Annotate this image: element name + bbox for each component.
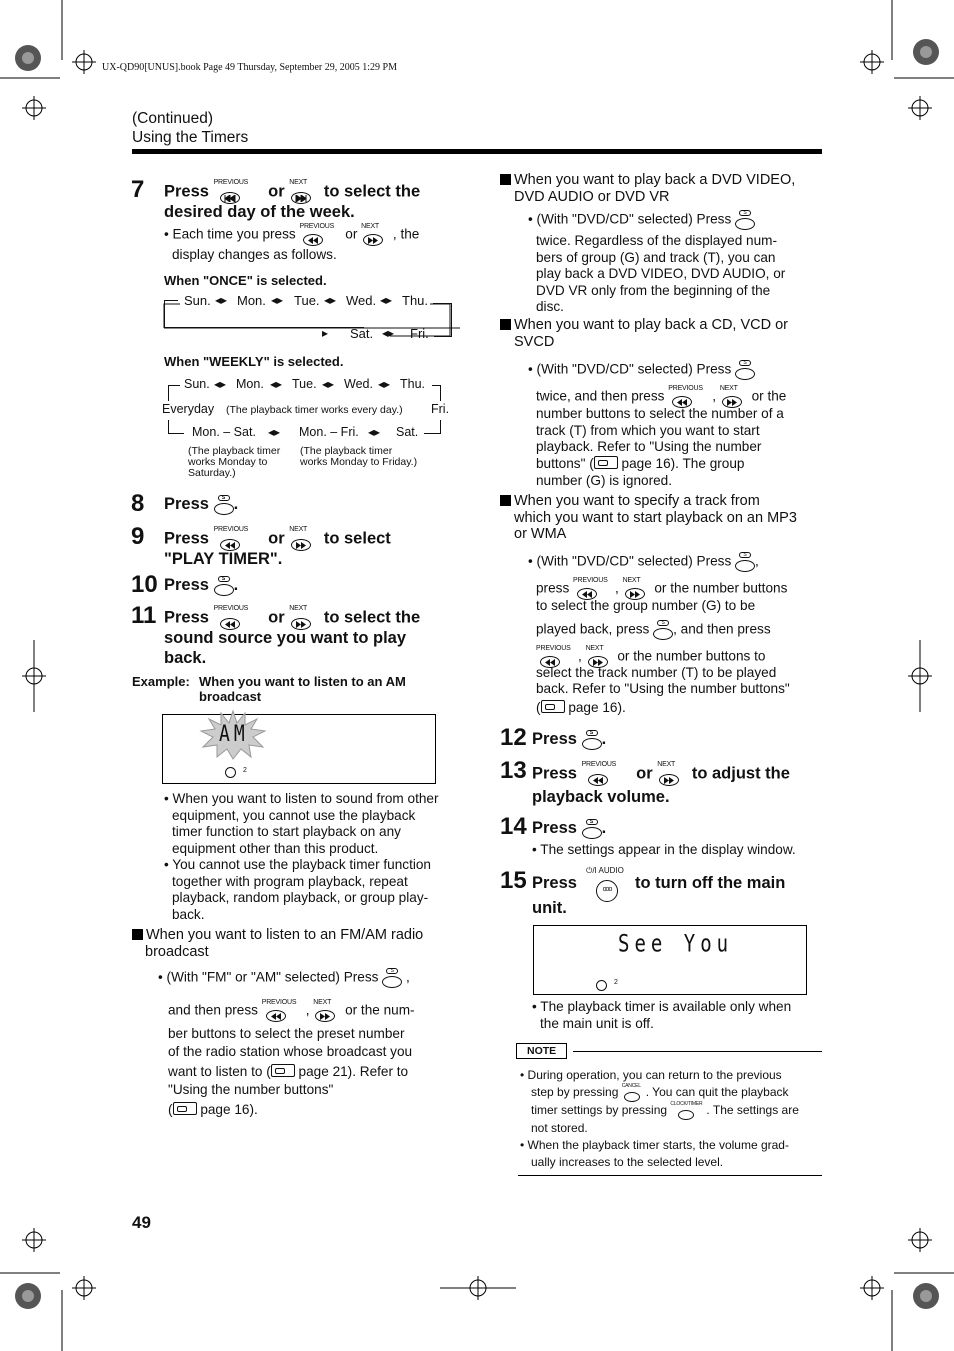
mp3-line8: ( page 16).	[536, 700, 626, 715]
previous-button-icon: PREVIOUS	[536, 646, 578, 668]
clock-timer-button-icon: CLOCK/TIMER	[670, 1102, 706, 1120]
step-7-bullet-line1: • Each time you press PREVIOUS or NEXT , the	[164, 224, 419, 246]
step-13-number: 13	[500, 757, 527, 784]
example-line1: When you want to listen to an AM	[199, 674, 406, 689]
step-7-line1: Press PREVIOUS or NEXT to select the	[164, 180, 420, 204]
set-button-icon: S	[653, 620, 673, 640]
section-title: Using the Timers	[132, 129, 249, 146]
example-label: Example:	[132, 674, 190, 689]
file-header: UX-QD90[UNUS].book Page 49 Thursday, September 29, 2005 1:29 PM	[102, 62, 397, 73]
step-10-text: Press S .	[164, 575, 239, 594]
weekly-day-mon: Mon.	[236, 377, 264, 391]
weekly-everyday: Everyday	[162, 402, 215, 416]
step-8-number: 8	[131, 490, 145, 517]
page-number: 49	[132, 1213, 151, 1232]
fm-line6: "Using the number buttons"	[168, 1082, 334, 1097]
display-window-see-you	[533, 925, 807, 995]
previous-button-icon: PREVIOUS	[299, 224, 341, 246]
once-day-mon: Mon.	[237, 293, 266, 308]
step-11-number: 11	[131, 602, 157, 629]
previous-button-icon: PREVIOUS	[573, 578, 615, 600]
left-bullets: • When you want to listen to sound from other equipment, you cannot use the playback timer function to start playback on any equipment other than this product. • You cannot use the playback timer function together with program playback, repeat playback, random playback, or group play- back.	[164, 791, 439, 922]
weekly-day-tue: Tue.	[292, 377, 317, 391]
note-rule-top	[573, 1051, 822, 1052]
previous-button-icon: PREVIOUS	[214, 527, 264, 551]
cancel-button-icon: CANCEL	[622, 1084, 646, 1102]
set-button-icon: S	[735, 360, 755, 380]
weekly-heading: When "WEEKLY" is selected.	[164, 354, 344, 369]
display-clock-number: 2	[243, 767, 247, 774]
step-12-text: Press S .	[532, 729, 607, 748]
note-label: NOTE	[516, 1043, 567, 1059]
mp3-line5: PREVIOUS , NEXT or the number buttons to	[536, 646, 765, 668]
weekly-everyday-note: (The playback timer works every day.)	[226, 404, 403, 416]
weekly-day-fri: Fri.	[431, 402, 450, 416]
step-10-number: 10	[131, 571, 158, 598]
step-14-bullet: • The settings appear in the display window.	[532, 842, 796, 857]
page-reference-icon	[173, 1102, 197, 1115]
cd-heading: When you want to play back a CD, VCD or SVCD	[500, 317, 788, 350]
fm-line3: ber buttons to select the preset number	[168, 1026, 405, 1041]
next-button-icon: NEXT	[361, 224, 389, 246]
step-15-bullet1: • The playback timer is available only when	[532, 999, 792, 1014]
next-button-icon: NEXT	[313, 1000, 341, 1022]
cd-line2: twice, and then press PREVIOUS , NEXT or the	[536, 386, 786, 408]
set-button-icon: S	[735, 552, 755, 572]
step-15-line1: to turn off the main	[635, 874, 786, 892]
set-button-icon: S	[582, 730, 602, 750]
fm-heading: When you want to listen to an FM/AM radio broadcast	[132, 927, 423, 961]
fm-line7: ( page 16).	[168, 1102, 258, 1117]
set-button-icon: S	[214, 576, 234, 596]
previous-button-icon: PREVIOUS	[262, 1000, 306, 1022]
step-13-line1: Press PREVIOUS or NEXT to adjust the	[532, 762, 790, 786]
section-continued: (Continued)	[132, 110, 213, 127]
set-button-icon: S	[382, 968, 402, 988]
weekly-day-sat: Sat.	[396, 425, 419, 439]
example-line2: broadcast	[199, 689, 262, 704]
dvd-line1: • (With "DVD/CD" selected) Press S	[528, 210, 755, 230]
fm-line2: and then press PREVIOUS , NEXT or the num-	[168, 1000, 415, 1022]
dvd-lines: twice. Regardless of the displayed num- bers of group (G) and track (T), you can play back a DVD VIDEO, DVD AUDIO, or DVD VR only from the beginning of the disc.	[536, 233, 786, 314]
mp3-line4: played back, press S , and then press	[536, 620, 771, 640]
step-12-number: 12	[500, 724, 527, 751]
page-reference-icon	[541, 700, 565, 713]
display-text-am: AM	[219, 721, 249, 748]
step-15-line2: unit.	[532, 899, 567, 917]
next-button-icon: NEXT	[623, 578, 651, 600]
fm-line5: want to listen to ( page 21). Refer to	[168, 1064, 409, 1079]
step-8-text: Press S .	[164, 494, 239, 513]
previous-button-icon: PREVIOUS	[214, 180, 264, 204]
mp3-line2: press PREVIOUS , NEXT or the number buttons	[536, 578, 787, 600]
cd-line7: number (G) is ignored.	[536, 473, 672, 488]
weekly-mon-sat: Mon. – Sat.	[192, 425, 256, 439]
mp3-line7: back. Refer to "Using the number buttons"	[536, 681, 790, 696]
step-7-line2: desired day of the week.	[164, 203, 355, 221]
next-button-icon: NEXT	[289, 527, 319, 551]
previous-button-icon: PREVIOUS	[582, 762, 632, 786]
step-9-number: 9	[131, 523, 145, 550]
next-button-icon: NEXT	[289, 606, 319, 630]
once-day-fri: Fri.	[410, 326, 429, 341]
step-7-bullet-line2: display changes as follows.	[172, 247, 337, 262]
once-heading: When "ONCE" is selected.	[164, 273, 327, 288]
weekly-mon-sat-note: (The playback timer works Monday to Saturday.)	[188, 445, 281, 479]
step-15-number: 15	[500, 867, 527, 894]
cd-line1: • (With "DVD/CD" selected) Press S	[528, 360, 755, 380]
weekly-mon-fri: Mon. – Fri.	[299, 425, 359, 439]
step-7-number: 7	[131, 176, 145, 203]
cd-lines: number buttons to select the number of a track (T) from which you want to start playback. Refer to "Using the number	[536, 406, 784, 454]
step-11-line1: Press PREVIOUS or NEXT to select the	[164, 606, 420, 630]
display-text-see-you: See You	[618, 930, 734, 958]
display-clock-number: 2	[614, 979, 618, 986]
note-rule-bottom	[518, 1175, 822, 1176]
once-day-sat: Sat.	[350, 326, 374, 341]
set-button-icon: S	[735, 210, 755, 230]
step-13-line2: playback volume.	[532, 788, 670, 806]
header-rule	[132, 149, 822, 154]
step-15-bullet2: the main unit is off.	[540, 1016, 654, 1031]
mp3-line6: select the track number (T) to be played	[536, 665, 777, 680]
page-reference-icon	[594, 456, 618, 469]
next-button-icon: NEXT	[289, 180, 319, 204]
display-window-am	[162, 714, 436, 784]
mp3-line1: • (With "DVD/CD" selected) Press S ,	[528, 552, 759, 572]
once-day-thu: Thu.	[402, 293, 429, 308]
weekly-day-sun: Sun.	[184, 377, 210, 391]
weekly-day-thu: Thu.	[400, 377, 426, 391]
fm-line1: • (With "FM" or "AM" selected) Press S ,	[158, 968, 410, 988]
once-day-sun: Sun.	[184, 293, 211, 308]
next-button-icon: NEXT	[657, 762, 687, 786]
weekly-day-wed: Wed.	[344, 377, 373, 391]
step-14-number: 14	[500, 813, 527, 840]
page-reference-icon	[271, 1064, 295, 1077]
weekly-mon-fri-note: (The playback timer works Monday to Friday.)	[300, 445, 418, 468]
next-button-icon: NEXT	[586, 646, 614, 668]
weekly-cycle: Sun. ◂▸ Mon. ◂▸ Tue. ◂▸ Wed. ◂▸ Thu. Everyday (The playback timer works every day.) Fri. Mon. – Sat. ◂▸ Mon. – Fri. ◂▸ Sat. (The playback timer works Monday to Saturday.) (The playback timer works Monday to Friday.)	[162, 377, 450, 479]
once-day-wed: Wed.	[346, 293, 377, 308]
step-15-press: Press	[532, 874, 577, 892]
once-cycle: Sun. ◂▸ Mon. ◂▸ Tue. ◂▸ Wed. ◂▸ Thu. ▸ Sat. ◂▸ Fri.	[160, 294, 460, 348]
cd-line6: buttons" ( page 16). The group	[536, 456, 745, 471]
step-14-text: Press S .	[532, 818, 607, 837]
fm-line4: of the radio station whose broadcast you	[168, 1044, 413, 1059]
clock-icon	[225, 767, 236, 778]
mp3-line3: to select the group number (G) to be	[536, 598, 756, 613]
step-9-line2: "PLAY TIMER".	[164, 550, 283, 568]
set-button-icon: S	[582, 819, 602, 839]
clock-icon	[596, 980, 607, 991]
set-button-icon: S	[214, 495, 234, 515]
step-11-line3: back.	[164, 649, 207, 667]
once-day-tue: Tue.	[294, 293, 320, 308]
next-button-icon: NEXT	[720, 386, 748, 408]
step-9-line1: Press PREVIOUS or NEXT to select	[164, 527, 391, 551]
previous-button-icon: PREVIOUS	[668, 386, 712, 408]
power-audio-button-icon: ⏻/I AUDIO ooo	[586, 866, 632, 904]
step-11-line2: sound source you want to play	[164, 629, 407, 647]
previous-button-icon: PREVIOUS	[214, 606, 264, 630]
mp3-heading: When you want to specify a track from which you want to start playback on an MP3 or WMA	[500, 493, 797, 543]
note-body: • During operation, you can return to the previous step by pressing CANCEL . You can quit the playback timer settings by pressing CLOCK/TIMER . The settings are not stored. • When the playback timer starts, the volume grad- ually increases to the selected level.	[520, 1068, 799, 1169]
dvd-heading: When you want to play back a DVD VIDEO, DVD AUDIO or DVD VR	[500, 172, 795, 205]
